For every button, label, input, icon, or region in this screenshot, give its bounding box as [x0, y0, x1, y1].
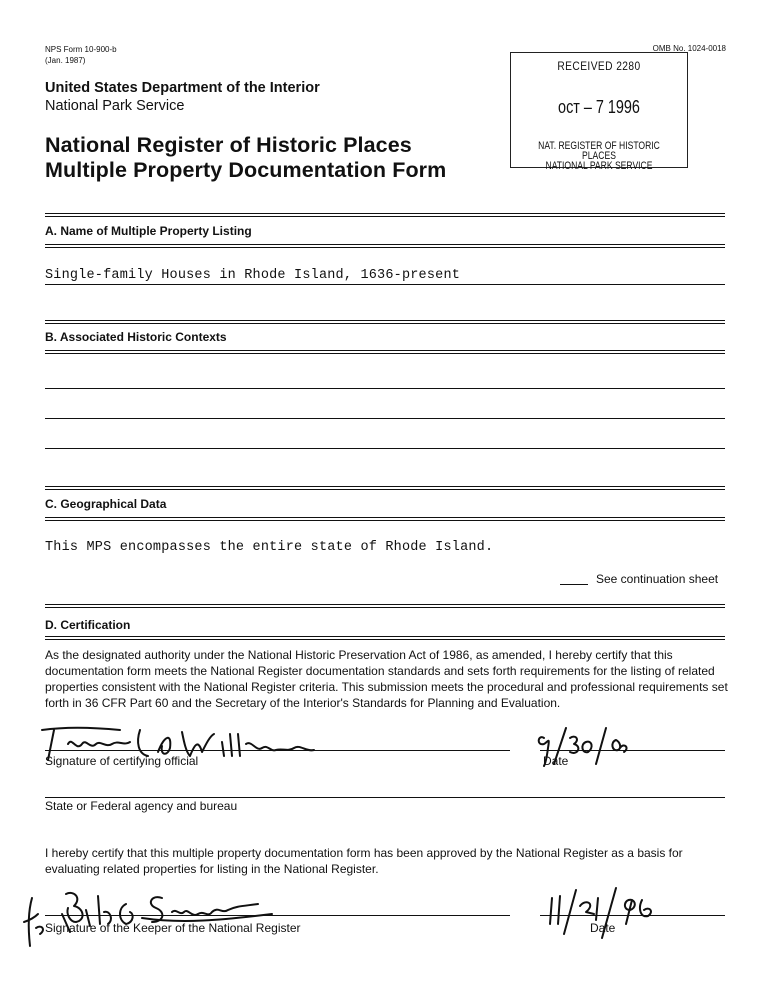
- stamp-received: RECEIVED 2280: [557, 59, 641, 73]
- geographical-data-value[interactable]: This MPS encompasses the entire state of Rhode Island.: [45, 540, 494, 555]
- section-divider: [45, 486, 725, 490]
- continuation-checkbox-blank[interactable]: [560, 584, 588, 585]
- form-title-line1: National Register of Historic Places: [45, 133, 412, 157]
- section-divider: [45, 517, 725, 521]
- keeper-signature-label: Signature of the Keeper of the National Register: [45, 921, 301, 935]
- context-line-1[interactable]: [45, 388, 725, 389]
- date-label: Date: [543, 754, 569, 768]
- section-divider: [45, 213, 725, 217]
- certification-statement: As the designated authority under the National Historic Preservation Act of 1986, as amended, I hereby certify that this documentation form meets the National Register documentation standards and sets forth requirements for the listing of related properties consistent with the National Register criteria. This submission meets the procedural and professional requirements set forth in 36 CFR Part 60 and the Secretary of the Interior's Standards for Planning and Evaluation.: [45, 648, 728, 710]
- keeper-date-line[interactable]: [540, 915, 725, 916]
- section-c-heading: C. Geographical Data: [45, 497, 167, 511]
- agency-line[interactable]: [45, 797, 725, 798]
- signature-line[interactable]: [45, 750, 510, 751]
- stamp-line1: NAT. REGISTER OF HISTORIC PLACES: [538, 140, 660, 162]
- department-name: United States Department of the Interior: [45, 80, 320, 96]
- stamp-line2: NATIONAL PARK SERVICE: [545, 160, 653, 172]
- section-a-heading: A. Name of Multiple Property Listing: [45, 224, 252, 238]
- stamp-date: ᴏᴄᴛ – 7 1996: [558, 97, 640, 117]
- approval-statement: I hereby certify that this multiple property documentation form has been approved by the National Register as a basis for evaluating related properties for listing in the National Register.: [45, 846, 683, 876]
- form-date: (Jan. 1987): [45, 56, 86, 65]
- date-line[interactable]: [540, 750, 725, 751]
- continuation-label: See continuation sheet: [596, 572, 719, 586]
- stamp-agency: [523, 141, 676, 171]
- agency-label: State or Federal agency and bureau: [45, 799, 238, 813]
- form-number-block: [45, 44, 117, 66]
- context-line-2[interactable]: [45, 418, 725, 419]
- context-line-3[interactable]: [45, 448, 725, 449]
- continuation-sheet-option[interactable]: [560, 572, 718, 586]
- omb-number: OMB No. 1024-0018: [652, 44, 726, 53]
- keeper-date-handwritten: [546, 884, 666, 944]
- signature-date-value: [590, 738, 593, 739]
- section-divider: [45, 320, 725, 324]
- section-divider: [45, 604, 725, 608]
- keeper-signature-line[interactable]: [45, 915, 510, 916]
- section-divider: [45, 350, 725, 354]
- keeper-date-value: [620, 900, 624, 901]
- service-name: National Park Service: [45, 98, 185, 114]
- received-stamp: [510, 52, 688, 172]
- property-listing-name[interactable]: Single-family Houses in Rhode Island, 1636-present: [45, 268, 461, 283]
- form-title-line2: Multiple Property Documentation Form: [45, 158, 447, 182]
- signature-label: Signature of certifying official: [45, 754, 199, 768]
- section-divider: [45, 636, 725, 640]
- section-divider: [45, 244, 725, 248]
- section-b-heading: B. Associated Historic Contexts: [45, 330, 227, 344]
- form-number: NPS Form 10-900-b: [45, 45, 117, 54]
- field-line: [45, 284, 725, 285]
- section-d-heading: D. Certification: [45, 618, 131, 632]
- keeper-date-label: Date: [590, 921, 616, 935]
